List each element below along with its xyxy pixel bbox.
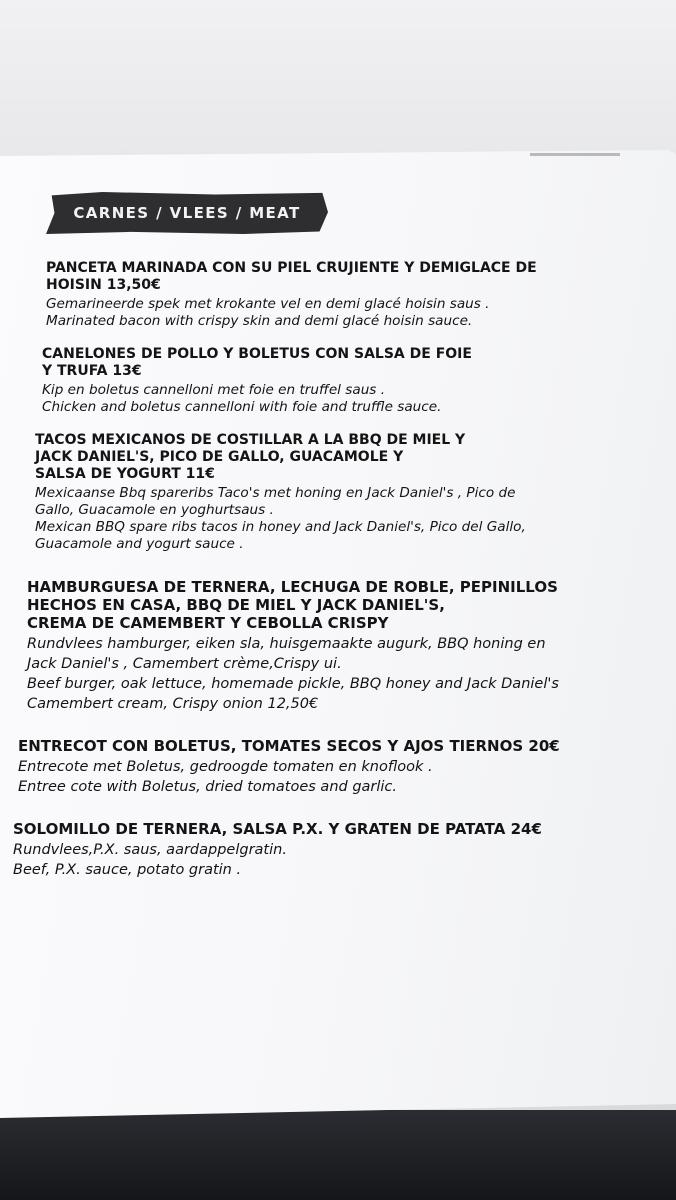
item-title-line: HECHOS EN CASA, BBQ DE MIEL Y JACK DANIEL'S,	[27, 596, 445, 614]
page-corner-mark	[530, 153, 620, 156]
item-desc-line: Jack Daniel's , Camembert crème,Crispy ui.	[27, 656, 342, 672]
item-title	[42, 346, 602, 380]
item-desc-line: Beef, P.X. sauce, potato gratin .	[13, 862, 242, 878]
item-description	[46, 296, 586, 330]
item-desc-line: Kip en boletus cannelloni met foie en truffel saus .	[42, 382, 386, 398]
item-desc-line: Rundvlees,P.X. saus, aardappelgratin.	[13, 842, 287, 858]
menu-item-solomillo	[13, 820, 663, 880]
item-description	[27, 634, 637, 714]
item-title-line: HAMBURGUESA DE TERNERA, LECHUGA DE ROBLE, PEPINILLOS	[27, 578, 558, 596]
item-title	[46, 260, 586, 294]
item-desc-line: Gemarineerde spek met krokante vel en demi glacé hoisin saus .	[46, 296, 490, 312]
section-title: CARNES / VLEES / MEAT	[73, 204, 301, 222]
item-title-line: SALSA DE YOGURT 11€	[35, 466, 215, 482]
item-description	[13, 840, 663, 880]
item-title-line: HOISIN 13,50€	[46, 277, 161, 293]
menu-item-panceta	[46, 260, 586, 330]
item-desc-line: Entrecote met Boletus, gedroogde tomaten en knoflook .	[18, 759, 433, 775]
item-desc-line: Guacamole and yogurt sauce .	[35, 536, 244, 552]
item-desc-line: Chicken and boletus cannelloni with foie and truffle sauce.	[42, 399, 442, 415]
item-desc-line: Rundvlees hamburger, eiken sla, huisgemaakte augurk, BBQ honing en	[27, 636, 546, 652]
item-title	[18, 737, 658, 755]
menu-item-canelones	[42, 346, 602, 416]
item-title-line: JACK DANIEL'S, PICO DE GALLO, GUACAMOLE Y	[35, 449, 404, 465]
item-title-line: PANCETA MARINADA CON SU PIEL CRUJIENTE Y DEMIGLACE DE	[46, 260, 537, 276]
item-title-line: CREMA DE CAMEMBERT Y CEBOLLA CRISPY	[27, 614, 389, 632]
menu-item-entrecot	[18, 737, 658, 797]
item-desc-line: Mexican BBQ spare ribs tacos in honey and Jack Daniel's, Pico del Gallo,	[35, 519, 526, 535]
item-title	[35, 432, 615, 483]
item-desc-line: Mexicaanse Bbq spareribs Taco's met honing en Jack Daniel's , Pico de	[35, 485, 516, 501]
item-title-line: CANELONES DE POLLO Y BOLETUS CON SALSA DE FOIE	[42, 346, 472, 362]
menu-item-hamburguesa	[27, 578, 637, 714]
item-title	[13, 820, 663, 838]
item-desc-line: Beef burger, oak lettuce, homemade pickle, BBQ honey and Jack Daniel's	[27, 676, 559, 692]
item-desc-line: Entree cote with Boletus, dried tomatoes and garlic.	[18, 779, 398, 795]
item-title-line: SOLOMILLO DE TERNERA, SALSA P.X. Y GRATEN DE PATATA 24€	[13, 820, 542, 838]
item-desc-line: Camembert cream, Crispy onion 12,50€	[27, 696, 319, 712]
item-desc-line: Marinated bacon with crispy skin and demi glacé hoisin sauce.	[46, 313, 473, 329]
background-top	[0, 0, 676, 160]
item-title-line: ENTRECOT CON BOLETUS, TOMATES SECOS Y AJOS TIERNOS 20€	[18, 737, 560, 755]
item-title-line: TACOS MEXICANOS DE COSTILLAR A LA BBQ DE MIEL Y	[35, 432, 466, 448]
background-bottom	[0, 1110, 676, 1200]
item-description	[18, 757, 658, 797]
item-description	[35, 485, 615, 553]
item-description	[42, 382, 602, 416]
item-title	[27, 578, 637, 632]
item-desc-line: Gallo, Guacamole en yoghurtsaus .	[35, 502, 274, 518]
menu-item-tacos	[35, 432, 615, 553]
item-title-line: Y TRUFA 13€	[42, 363, 142, 379]
